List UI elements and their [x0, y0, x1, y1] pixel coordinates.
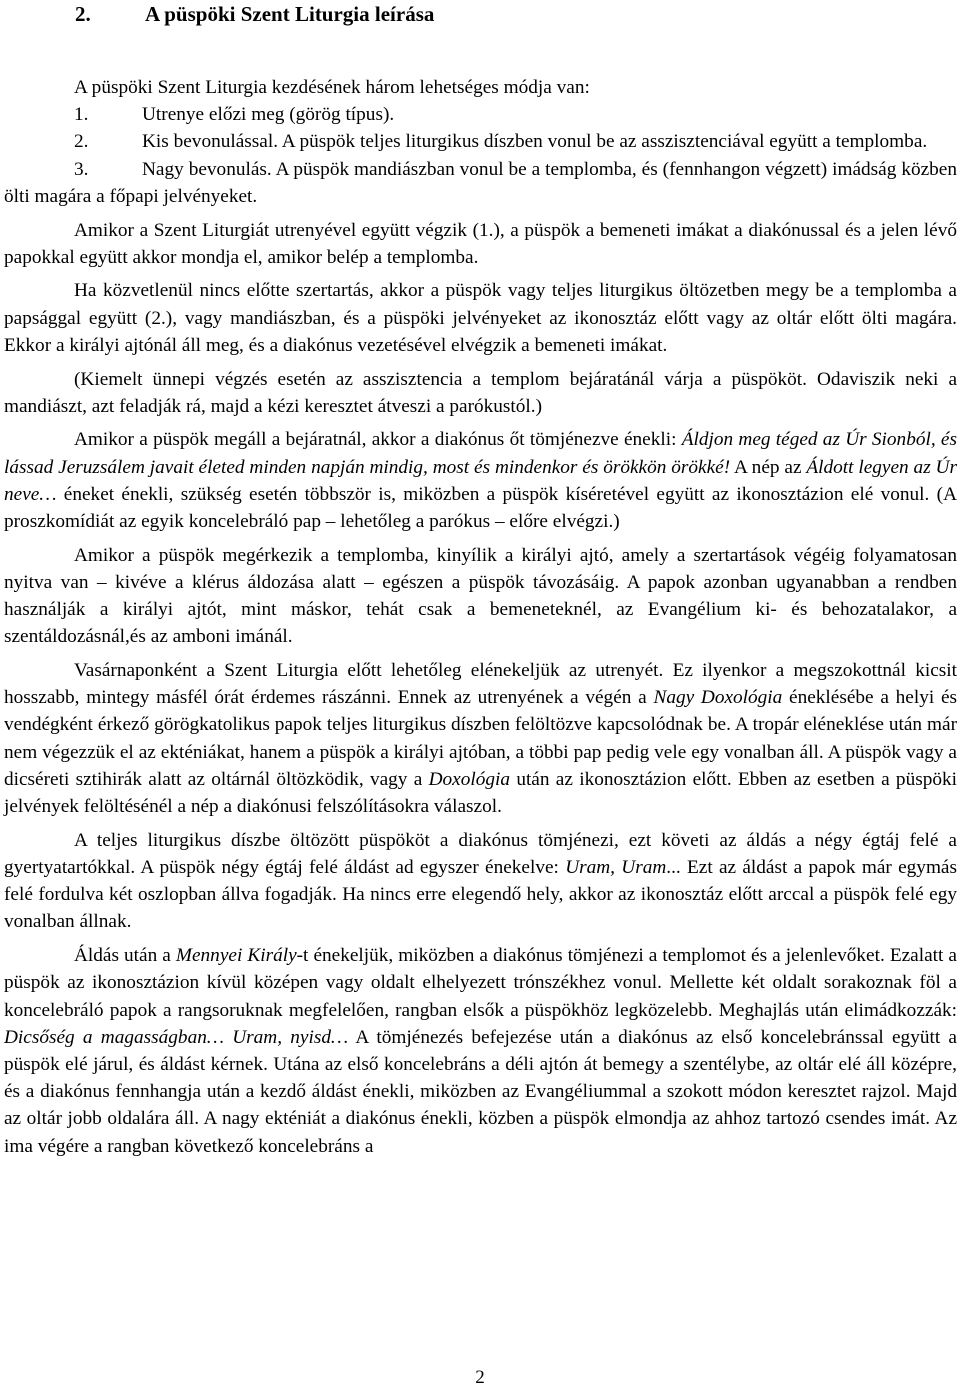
italic-run: Mennyei Király: [175, 945, 297, 967]
text-run: A teljes liturgikus díszbe öltözött püspököt a diakónus tömjénezi, ezt követi az áldás a négy égtáj felé a gyertyatartókkal. A püspök négy égtáj felé áldást ad egyszer énekelve:: [4, 829, 957, 878]
list-item: [4, 101, 957, 128]
text-run: A tömjénezés befejezése után a diakónus az első koncelebránssal együtt a püspök elé járul, és áldást kérnek. Utána az első koncelebráns a déli ajtón át bemegy a szentélybe, az oltár elé áll középre, és a diakónus fennhangja után a kezdő áldást énekli, miközben az Evangéliummal a szokott módon keresztet rajzol. Majd az oltár jobb oldalára áll. A nagy ekténiát a diakónus énekli, közben a püspök elmondja az ahhoz tartozó csendes imát. Az ima végére a rangban következő koncelebráns a: [4, 1026, 957, 1157]
list-item-number: 3.: [74, 158, 89, 180]
list-item-text: Kis bevonulással. A püspök teljes liturgikus díszben vonul be az asszisztenciával együtt a templomba.: [142, 131, 928, 153]
italic-run: Nagy Doxológia: [653, 687, 783, 709]
intro-paragraph: A püspöki Szent Liturgia kezdésének három lehetséges módja van:: [74, 77, 590, 98]
italic-run: Áldjon meg téged az Úr Sionból, és lássad Jeruzsálem javait életed minden napján mindig, most és mindenkor és örökkön örökké!: [4, 429, 957, 478]
italic-run: Áldott legyen az Úr neve…: [4, 456, 957, 505]
page-number: 2: [475, 1367, 485, 1388]
paragraph-no-service: Ha közvetlenül nincs előtte szertartás, akkor a püspök vagy teljes liturgikus öltözetben megy be a templomba a papsággal együtt (2.), vagy mandiászban, és a püspöki jelvényeket az ikonosztáz előtt vagy az oltár előtt ölti magára. Ekkor a királyi ajtónál áll meg, és a diakónus vezetésével elvégzik a bemeneti imákat.: [4, 280, 957, 356]
text-run: után az ikonosztázion előtt. Ebben az esetben a püspöki jelvények felöltésénél a nép a diakónusi felszólításokra válaszol.: [4, 768, 957, 818]
text-run: Amikor a püspök megáll a bejáratnál, akkor a diakónus őt tömjénezve énekli:: [74, 429, 682, 451]
paragraph-royal-doors: Amikor a püspök megérkezik a templomba, kinyílik a királyi ajtó, amely a szertartások végéig folyamatosan nyitva van – kivéve a klérus áldozása alatt – egészen a püspök távozásáig. A papok azonban ugyanabban a rendben használják a királyi ajtót, mint máskor, tehát csak a bemeneteknél, az Evangélium ki- és behozatalakor, a szentáldozásnál,és az amboni imánál.: [4, 544, 957, 648]
text-run: éneket énekli, szükség esetén többször is, miközben a püspök kíséretével együtt az ikonosztázion elé vonul. (A proszkomídiát az egyik koncelebráló pap – lehetőleg a parókus – előre elvégzi.): [4, 483, 957, 533]
paragraph-festive: (Kiemelt ünnepi végzés esetén az asszisztencia a templom bejáratánál várja a püspököt. Odaviszik neki a mandiászt, azt feladják rá, majd a kézi keresztet átveszi a parókustól.): [4, 368, 957, 417]
paragraph-utrenye: Amikor a Szent Liturgiát utrenyével együtt végzik (1.), a püspök a bemeneti imákat a diakónussal és a jelen lévő papokkal együtt akkor mondja el, amikor belép a templomba.: [4, 219, 957, 268]
section-number: 2.: [75, 2, 91, 26]
paragraph-heavenly-king: [4, 942, 957, 1160]
text-run: Áldás után a: [74, 945, 176, 967]
paragraph-entrance: [4, 426, 957, 535]
list-item-number: 1.: [74, 104, 89, 126]
document-body: [4, 74, 957, 1160]
paragraph-sunday: [4, 657, 957, 820]
paragraph-blessing: [4, 827, 957, 936]
text-run: -t énekeljük, miközben a diakónus tömjénezi a templomot és a jelenlevőket. Ezalatt a püspök az ikonosztázion kívül középen vagy oldalt elhelyezett trónszékhez vonul. Mellette két oldalt sorakoznak föl a koncelebráló papok a rangsoruknak megfelelően, rangban elsők a püspökhöz legközelebb. Meghajlás után elimádkozzák:: [4, 945, 957, 1021]
list-item-number: 2.: [74, 131, 89, 153]
section-title: A püspöki Szent Liturgia leírása: [145, 2, 435, 26]
list-item: [4, 128, 957, 155]
text-run: Vasárnaponként a Szent Liturgia előtt lehetőleg elénekeljük az utrenyét. Ez ilyenkor a megszokottnál kicsit hosszabb, mintegy másfél órát érdemes rászánni. Ennek az utrenyének a végén a: [4, 660, 957, 709]
italic-run: Dicsőség a magasságban… Uram, nyisd…: [4, 1026, 349, 1048]
italic-run: Uram, Uram: [565, 856, 667, 878]
text-run: éneklésébe a helyi és vendégként érkező görögkatolikus papok teljes liturgikus díszben felöltözve kapcsolódnak be. A tropár eléneklése után már nem végezzük el az ekténiákat, hanem a püspök a királyi ajtóban, a többi pap pedig vele egy vonalban áll. A püspök vagy a dicséreti sztihirák alatt az oltárnál öltözködik, vagy a: [4, 687, 958, 790]
list-item-text: Utrenye előzi meg (görög típus).: [142, 104, 395, 126]
list-item-text: Nagy bevonulás. A püspök mandiászban vonul be a templomba, és (fennhangon végzett) imádság közben ölti magára a főpapi jelvényeket.: [4, 158, 957, 207]
italic-run: Doxológia: [428, 768, 511, 790]
text-run: ... Ezt az áldást a papok már egymás felé fordulva két oszlopban állva fogadják. Ha nincs erre elegendő hely, akkor az ikonosztáz előtt arccal a püspök felé egy vonalban állnak.: [4, 856, 957, 933]
text-run: A nép az: [730, 456, 807, 478]
list-item: [4, 156, 957, 210]
section-heading: [75, 2, 434, 27]
